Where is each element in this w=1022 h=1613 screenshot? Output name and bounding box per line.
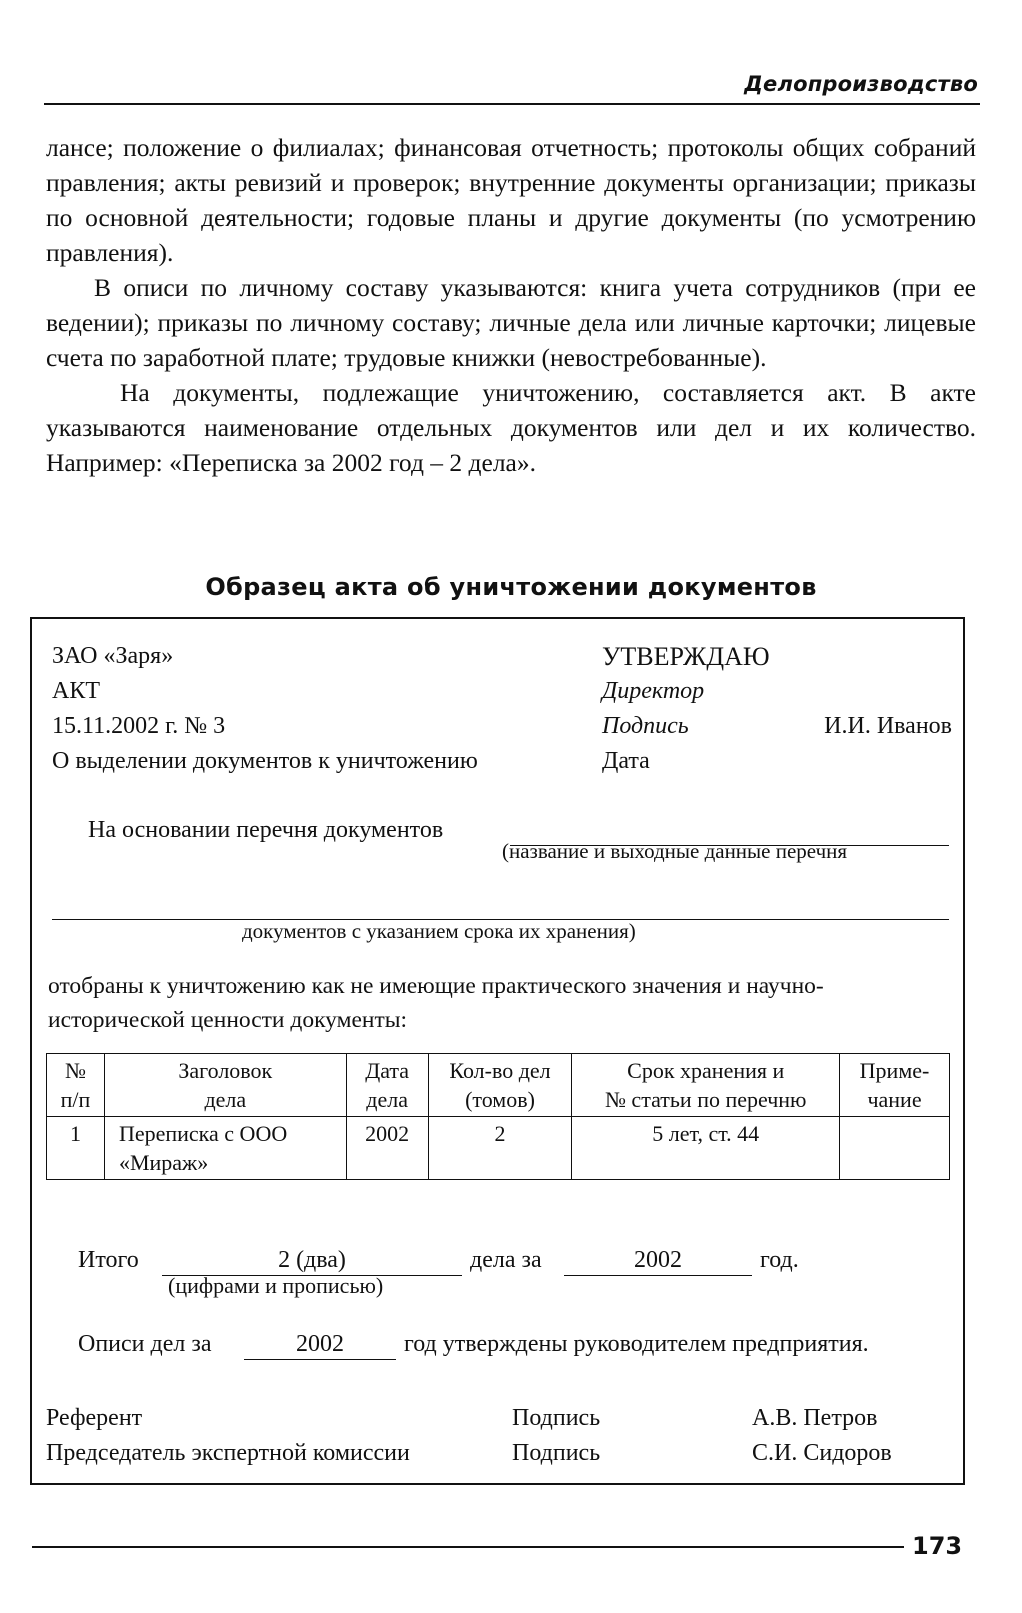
act-subject: О выделении документов к уничтожению — [52, 748, 478, 774]
basis-text: На основании перечня документов — [88, 817, 444, 843]
selected-text: отобраны к уничтожению как не имеющие практического значения и научно-исторической ценности документы: — [48, 973, 824, 1033]
total-note: (цифрами и прописью) — [168, 1273, 384, 1298]
act-organization: ЗАО «Заря» — [52, 643, 174, 669]
signature-row — [46, 1436, 946, 1471]
director-signature-row — [602, 709, 952, 744]
cell-date: 2002 — [346, 1117, 428, 1180]
act-date-number: 15.11.2002 г. № 3 — [52, 713, 226, 739]
inventory-year: 2002 — [244, 1331, 396, 1360]
cell-count: 2 — [428, 1117, 572, 1180]
director-label: Директор — [602, 678, 705, 704]
total-value: 2 (два) — [162, 1247, 462, 1276]
paragraph-2: В описи по личному составу указываются: книга учета сотрудников (при ее ведении); приказы по личному составу; личные дела или личные карточки; лицевые счета по заработной плате; трудовые книжки (невостребованные). — [46, 273, 976, 372]
sample-title: Образец акта об уничтожении документов — [205, 573, 817, 601]
body-text — [46, 130, 976, 480]
footer-rule — [32, 1546, 904, 1548]
col-title: Заголовок дела — [104, 1054, 346, 1117]
cell-retention: 5 лет, ст. 44 — [572, 1117, 840, 1180]
act-left-header — [52, 639, 478, 779]
col-retention: Срок хранения и № статьи по перечню — [572, 1054, 840, 1117]
header-rule — [44, 103, 980, 105]
paragraph-3: На документы, подлежащие уничтожению, составляется акт. В акте указываются наименование отдельных документов или дел и их количество. Например: «Переписка за 2002 год – 2 дела». — [46, 378, 976, 477]
signatures — [46, 1401, 946, 1471]
signature-role: Председатель экспертной комиссии — [46, 1440, 410, 1466]
signature-sign: Подпись — [512, 1405, 601, 1431]
approve-label: УТВЕРЖДАЮ — [602, 642, 770, 671]
basis-note-2: документов с указанием срока их хранения) — [242, 919, 636, 943]
basis-note: (название и выходные данные перечня — [502, 839, 848, 863]
signature-sign: Подпись — [512, 1440, 601, 1466]
documents-table — [46, 1053, 950, 1180]
act-doc-type: АКТ — [52, 678, 100, 704]
page-number: 173 — [912, 1532, 963, 1560]
total-end-text: год. — [760, 1247, 799, 1273]
total-year: 2002 — [564, 1247, 752, 1276]
total-mid-text: дела за — [470, 1247, 542, 1273]
director-signature: Подпись — [602, 713, 689, 739]
cell-note — [840, 1117, 950, 1180]
signature-name: А.В. Петров — [752, 1405, 878, 1431]
col-date: Дата дела — [346, 1054, 428, 1117]
col-note: Приме- чание — [840, 1054, 950, 1117]
table-row — [47, 1117, 950, 1180]
table-header-row — [47, 1054, 950, 1117]
act-approval-block — [602, 639, 952, 779]
act-form — [30, 617, 965, 1485]
total-label: Итого — [78, 1247, 139, 1273]
col-number: № п/п — [47, 1054, 105, 1117]
cell-title: Переписка с ООО «Мираж» — [104, 1117, 346, 1180]
inventory-text-b: год утверждены руководителем предприятия. — [404, 1331, 869, 1357]
signature-role: Референт — [46, 1405, 143, 1431]
cell-number: 1 — [47, 1117, 105, 1180]
approval-date-label: Дата — [602, 748, 650, 774]
paragraph-1: лансе; положение о филиалах; финансовая отчетность; протоколы общих собраний правления; акты ревизий и проверок; внутренние документы организации; приказы по основной деятельности; годовые планы и другие документы (по усмотрению правления). — [46, 133, 976, 267]
signature-name: С.И. Сидоров — [752, 1440, 892, 1466]
inventory-text-a: Описи дел за — [78, 1331, 212, 1357]
director-name: И.И. Иванов — [824, 713, 952, 739]
signature-row — [46, 1401, 946, 1436]
col-count: Кол-во дел (томов) — [428, 1054, 572, 1117]
running-header: Делопроизводство — [744, 72, 978, 96]
